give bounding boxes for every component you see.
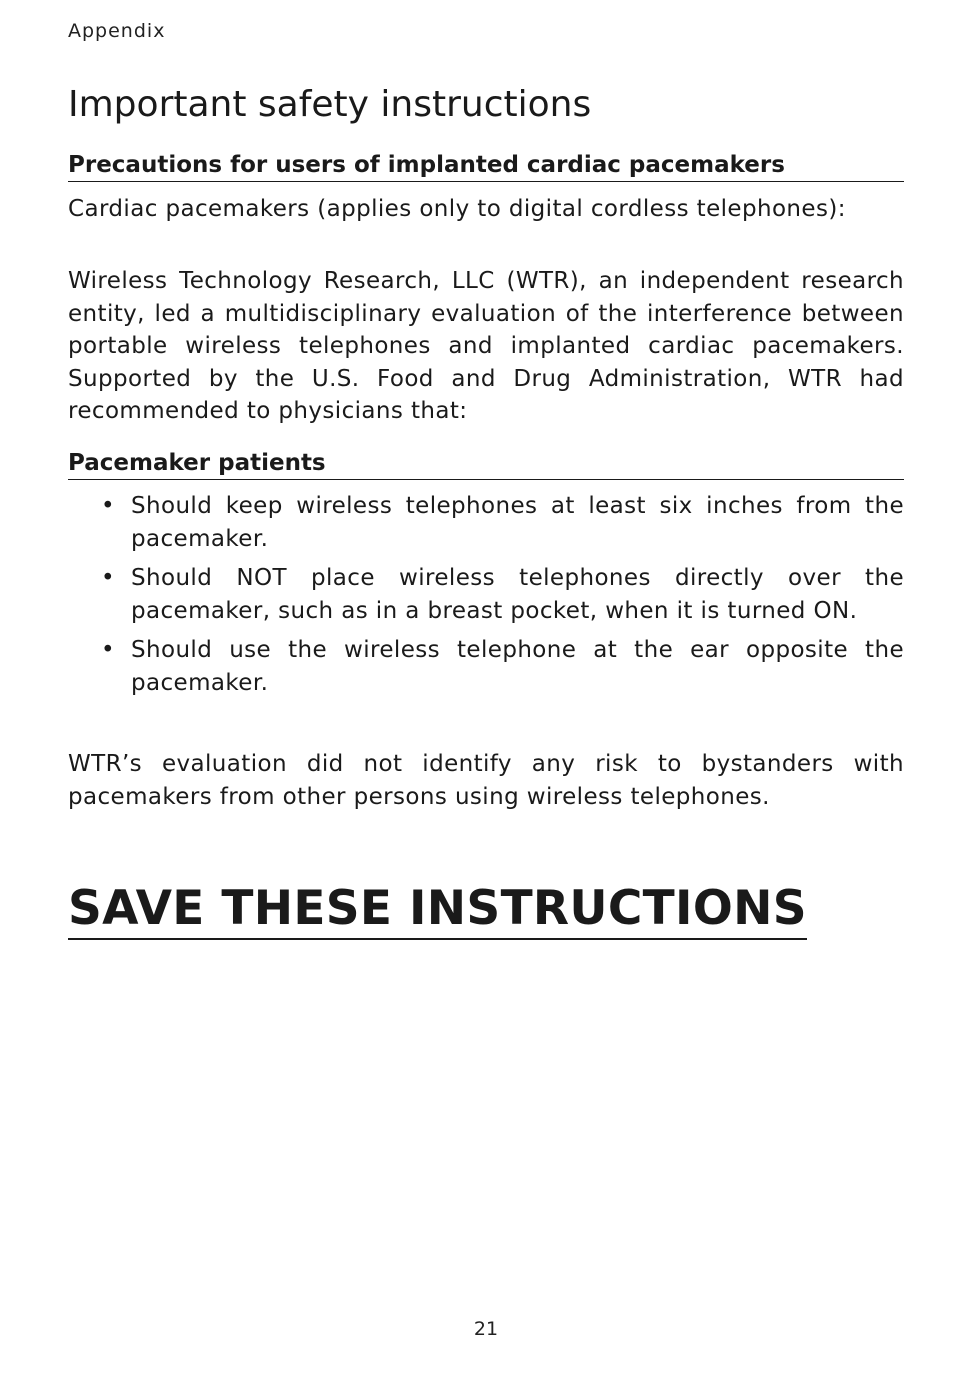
list-item-text: Should NOT place wireless telephones directly over the pacemaker, such as in a breast pocket, when it is turned ON. [131, 565, 904, 624]
list-item-text: Should keep wireless telephones at least six inches from the pacemaker. [131, 493, 904, 552]
paragraph-cardiac-pacemakers: Cardiac pacemakers (applies only to digital cordless telephones): [68, 196, 846, 222]
bullet-icon: • [101, 565, 115, 591]
running-head: Appendix [68, 20, 166, 42]
list-item [68, 634, 904, 699]
list-item [68, 562, 904, 627]
paragraph-bystander-risk: WTR’s evaluation did not identify any risk to bystanders with pacemakers from other persons using wireless telephones. [68, 751, 904, 810]
list-item [68, 490, 904, 555]
save-instructions-heading: SAVE THESE INSTRUCTIONS [68, 880, 807, 940]
section-heading-precautions: Precautions for users of implanted cardiac pacemakers [68, 152, 904, 182]
page-number: 21 [473, 1318, 499, 1340]
bullet-icon: • [101, 637, 115, 663]
bullet-icon: • [101, 493, 115, 519]
pacemaker-patient-list [68, 490, 904, 706]
section-heading-pacemaker-patients: Pacemaker patients [68, 450, 904, 480]
paragraph-wtr-evaluation: Wireless Technology Research, LLC (WTR), an independent research entity, led a multidisciplinary evaluation of the interference between portable wireless telephones and implanted cardiac pacemakers. Supported by the U.S. Food and Drug Administration, WTR had recommended to physicians that: [68, 268, 904, 424]
page-title: Important safety instructions [68, 84, 592, 125]
list-item-text: Should use the wireless telephone at the ear opposite the pacemaker. [131, 637, 904, 696]
